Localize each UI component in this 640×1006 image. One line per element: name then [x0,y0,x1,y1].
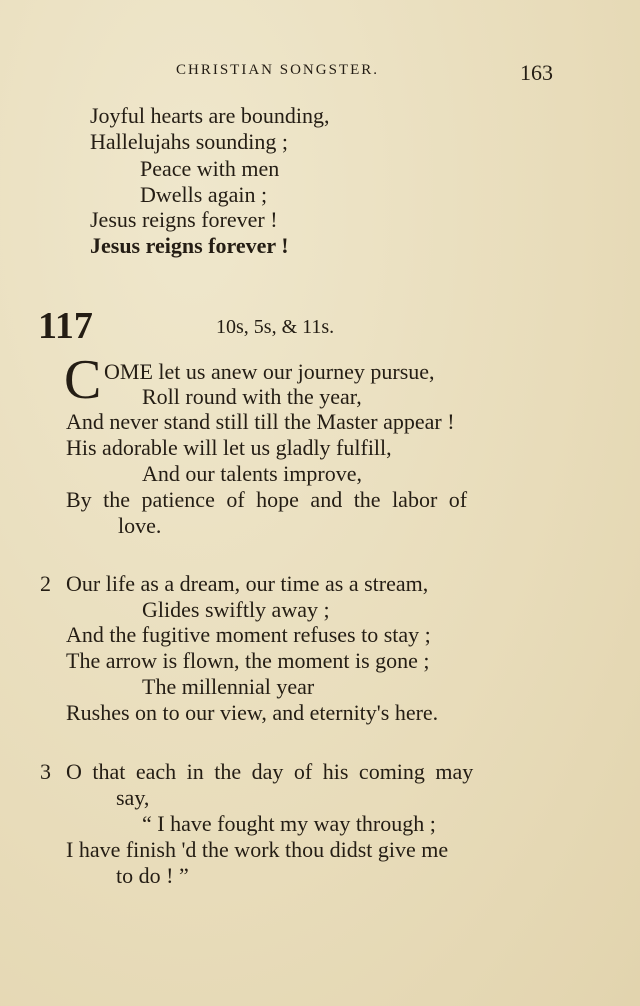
verse-2-line: The arrow is flown, the moment is gone ; [66,648,430,673]
verse-1-line: OME let us anew our journey pursue, [104,359,435,384]
verse-2-line: Glides swiftly away ; [142,597,330,622]
verse-number: 3 [40,759,51,784]
verse-1-line: His adorable will let us gladly fulfill, [66,435,392,460]
verse-2-line: And the fugitive moment refuses to stay ; [66,622,431,647]
verse-1-line: And our talents improve, [142,461,362,486]
prev-verse-line: Jesus reigns forever ! [90,233,289,258]
running-header: CHRISTIAN SONGSTER. [176,62,380,78]
verse-3-line: O that each in the day of his coming may [66,759,474,784]
page-number: 163 [520,60,553,85]
prev-verse-line: Hallelujahs sounding ; [90,129,288,154]
verse-3-line: “ I have fought my way through ; [142,811,436,836]
prev-verse-line: Joyful hearts are bounding, [90,103,330,128]
prev-verse-line: Dwells again ; [140,182,268,207]
verse-1-line: love. [118,513,162,538]
verse-2-line: Our life as a dream, our time as a stream, [66,571,429,596]
verse-3-line: to do ! ” [116,863,189,888]
hymn-number: 117 [38,305,93,347]
verse-2-line: The millennial year [142,674,315,699]
drop-cap: C [64,349,102,411]
hymn-meter: 10s, 5s, & 11s. [216,316,335,338]
prev-verse-line: Jesus reigns forever ! [90,207,278,232]
verse-2-line: Rushes on to our view, and eternity's here. [66,700,439,725]
verse-1-line: And never stand still till the Master appear ! [66,409,455,434]
verse-1-line: By the patience of hope and the labor of [66,487,468,512]
verse-3-line: say, [116,785,150,810]
verse-number: 2 [40,571,51,596]
verse-3-line: I have finish 'd the work thou didst give me [66,837,449,862]
verse-1-line: Roll round with the year, [142,384,362,409]
prev-verse-line: Peace with men [140,156,280,181]
